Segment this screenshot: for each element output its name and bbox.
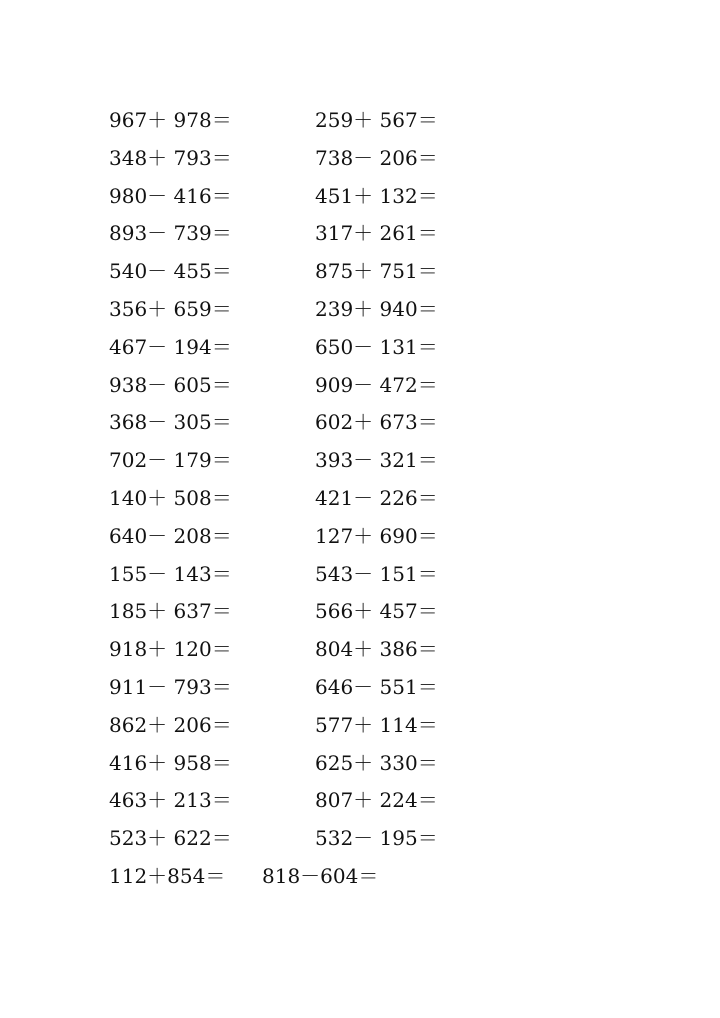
problem: 738－ 206＝ bbox=[315, 145, 438, 170]
problem: 566＋ 457＝ bbox=[315, 599, 438, 624]
problem: 980－ 416＝ bbox=[109, 183, 232, 208]
problem-row-final bbox=[109, 858, 509, 896]
problem: 416＋ 958＝ bbox=[109, 750, 232, 775]
problem: 348＋ 793＝ bbox=[109, 145, 232, 170]
problem: 543－ 151＝ bbox=[315, 561, 438, 586]
problem: 625＋ 330＝ bbox=[315, 750, 438, 775]
problem: 523＋ 622＝ bbox=[109, 826, 232, 851]
problem: 393－ 321＝ bbox=[315, 448, 438, 473]
problem: 421－ 226＝ bbox=[315, 485, 438, 510]
problem: 918＋ 120＝ bbox=[109, 637, 232, 662]
problem: 577＋ 114＝ bbox=[315, 712, 438, 737]
problem: 259＋ 567＝ bbox=[315, 108, 438, 132]
problem: 818－604＝ bbox=[262, 864, 379, 888]
problem: 893－ 739＝ bbox=[109, 221, 232, 246]
problem: 155－ 143＝ bbox=[109, 561, 232, 586]
problem: 140＋ 508＝ bbox=[109, 485, 232, 510]
problem: 967＋ 978＝ bbox=[109, 108, 232, 132]
problem: 862＋ 206＝ bbox=[109, 712, 232, 737]
problem: 646－ 551＝ bbox=[315, 674, 438, 699]
problem: 540－ 455＝ bbox=[109, 259, 232, 284]
problem: 804＋ 386＝ bbox=[315, 637, 438, 662]
problem: 911－ 793＝ bbox=[109, 674, 232, 699]
problem: 239＋ 940＝ bbox=[315, 296, 438, 321]
problem: 650－ 131＝ bbox=[315, 334, 438, 359]
problem: 875＋ 751＝ bbox=[315, 259, 438, 284]
problem: 317＋ 261＝ bbox=[315, 221, 438, 246]
problem: 463＋ 213＝ bbox=[109, 788, 232, 813]
problem: 938－ 605＝ bbox=[109, 372, 232, 397]
problem: 185＋ 637＝ bbox=[109, 599, 232, 624]
problem: 451＋ 132＝ bbox=[315, 183, 438, 208]
problem: 807＋ 224＝ bbox=[315, 788, 438, 813]
problem: 112＋854＝ bbox=[109, 864, 226, 888]
problem: 356＋ 659＝ bbox=[109, 296, 232, 321]
problem: 368－ 305＝ bbox=[109, 410, 232, 435]
problem: 702－ 179＝ bbox=[109, 448, 232, 473]
problem: 127＋ 690＝ bbox=[315, 523, 438, 548]
problem: 909－ 472＝ bbox=[315, 372, 438, 397]
problem: 640－ 208＝ bbox=[109, 523, 232, 548]
problem: 532－ 195＝ bbox=[315, 826, 438, 851]
problem: 467－ 194＝ bbox=[109, 334, 232, 359]
problem: 602＋ 673＝ bbox=[315, 410, 438, 435]
